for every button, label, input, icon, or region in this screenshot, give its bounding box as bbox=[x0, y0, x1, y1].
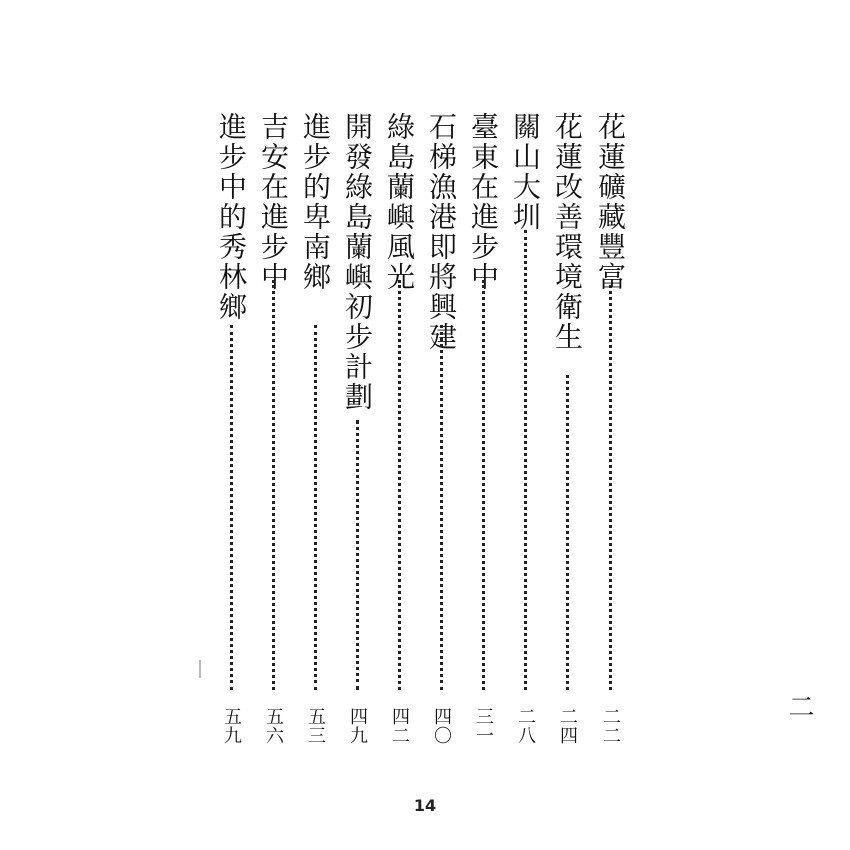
entry-title: 開發綠島蘭嶼初步計劃 bbox=[341, 112, 374, 412]
entry-page-number: 四二 bbox=[389, 707, 410, 745]
toc-entry bbox=[379, 50, 419, 810]
dot-leader bbox=[524, 230, 527, 690]
dot-leader bbox=[440, 325, 443, 690]
toc-entry bbox=[295, 50, 335, 810]
entry-title: 進步中的秀林鄉 bbox=[215, 112, 248, 322]
entry-title: 關山大圳 bbox=[509, 112, 542, 232]
entry-title: 花蓮改善環境衛生 bbox=[551, 112, 584, 352]
dot-leader bbox=[609, 285, 612, 690]
toc-entry bbox=[253, 50, 293, 810]
entry-page-number: 五九 bbox=[221, 707, 242, 745]
dot-leader bbox=[398, 280, 401, 690]
toc-entry bbox=[463, 50, 503, 810]
entry-page-number: 三一 bbox=[473, 707, 494, 745]
toc-entry bbox=[337, 50, 377, 810]
entry-page-number: 四〇 bbox=[431, 707, 452, 745]
dot-leader bbox=[356, 420, 359, 690]
toc-page bbox=[150, 50, 814, 810]
entry-page-number: 五六 bbox=[263, 707, 284, 745]
entry-title: 進步的卑南鄉 bbox=[299, 112, 332, 292]
entry-title: 綠島蘭嶼風光 bbox=[383, 112, 416, 292]
dot-leader bbox=[314, 325, 317, 690]
entry-title: 吉安在進步中 bbox=[257, 112, 290, 292]
entry-title: 石梯漁港即將興建 bbox=[425, 112, 458, 352]
entry-page-number: 二二 bbox=[600, 707, 621, 745]
toc-entry bbox=[211, 50, 251, 810]
entry-page-number: 二八 bbox=[515, 707, 536, 745]
dot-leader bbox=[566, 375, 569, 690]
entry-page-number: 二四 bbox=[557, 707, 578, 745]
entry-page-number: 五三 bbox=[305, 707, 326, 745]
entry-title: 花蓮礦藏豐富 bbox=[594, 112, 627, 292]
dot-leader bbox=[230, 325, 233, 690]
toc-entry bbox=[590, 50, 630, 810]
toc-entry bbox=[421, 50, 461, 810]
dot-leader bbox=[272, 280, 275, 690]
page-number: 14 bbox=[413, 796, 437, 815]
entry-title: 臺東在進步中 bbox=[467, 112, 500, 292]
entry-page-number: 四九 bbox=[347, 707, 368, 745]
section-number: 二 bbox=[784, 693, 814, 719]
margin-mark bbox=[199, 660, 201, 678]
dot-leader bbox=[482, 280, 485, 690]
toc-entry bbox=[547, 50, 587, 810]
toc-entry bbox=[505, 50, 545, 810]
